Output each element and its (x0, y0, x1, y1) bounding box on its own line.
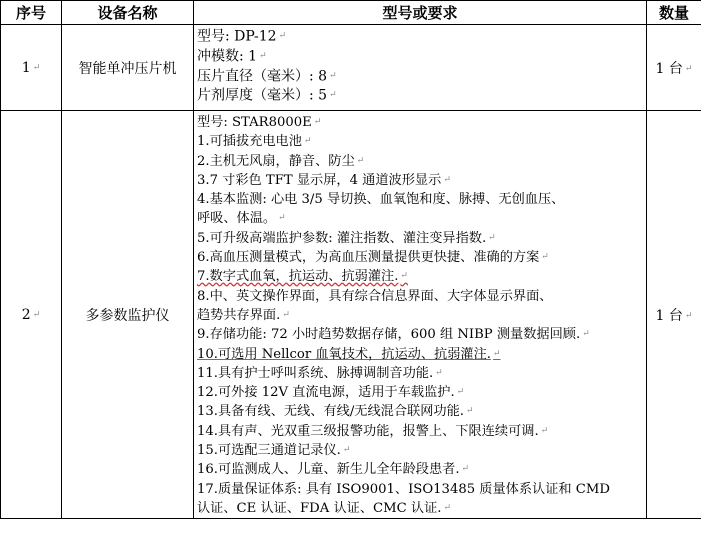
spec-line: 9.存储功能: 72 小时趋势数据存储，600 组 NIBP 测量数据回顾. ↵ (197, 327, 590, 343)
paragraph-mark-icon: ↵ (443, 174, 451, 185)
spec-line: 型号: DP-12 ↵ (197, 28, 287, 45)
paragraph-mark-icon: ↵ (278, 31, 287, 41)
paragraph-mark-icon: ↵ (400, 271, 408, 282)
header-row (1, 1, 701, 25)
paragraph-mark-icon: ↵ (461, 464, 470, 475)
spec-line: 12.可外接 12V 直流电源，适用于车载监护. ↵ (197, 385, 465, 401)
paragraph-mark-icon: ↵ (456, 387, 465, 398)
row-index: 2 (21, 306, 31, 323)
paragraph-mark-icon: ↵ (488, 232, 496, 243)
row-qty-cell (647, 111, 701, 519)
spec-line: 1.可插拔充电电池 ↵ (197, 134, 312, 150)
table-row (1, 25, 701, 111)
spec-line: 片剂厚度（毫米）: 5 ↵ (197, 88, 337, 105)
header-qty: 数量 (647, 1, 701, 25)
spec-line: 16.可监测成人、儿童、新生儿全年龄段患者. ↵ (197, 462, 470, 478)
spec-line: 10.可选用 Nellcor 血氧技术，抗运动、抗弱灌注. ↵ (197, 346, 501, 362)
paragraph-mark-icon: ↵ (443, 502, 452, 513)
row-qty-cell (647, 25, 701, 111)
paragraph-mark-icon: ↵ (540, 425, 549, 436)
header-name: 设备名称 (62, 1, 194, 25)
row-name-cell (62, 111, 194, 519)
paragraph-mark-icon: ↵ (465, 406, 474, 417)
header-spec: 型号或要求 (194, 1, 647, 25)
paragraph-mark-icon: ↵ (684, 63, 693, 74)
paragraph-mark-icon: ↵ (282, 309, 290, 320)
spec-line: 5.可升级高端监护参数: 灌注指数、灌注变异指数. ↵ (197, 230, 496, 246)
paragraph-mark-icon: ↵ (329, 70, 337, 81)
paragraph-mark-icon: ↵ (32, 309, 41, 320)
row-index-cell (1, 111, 62, 519)
paragraph-mark-icon: ↵ (259, 50, 267, 61)
spec-line: 型号: STAR8000E ↵ (197, 115, 322, 131)
row-name-cell (62, 25, 194, 111)
paragraph-mark-icon: ↵ (684, 310, 693, 321)
paragraph-mark-icon: ↵ (356, 155, 365, 166)
row-qty: 1 台 (655, 307, 683, 324)
row-index-cell (1, 25, 62, 111)
paragraph-mark-icon: ↵ (582, 329, 590, 340)
paragraph-mark-icon: ↵ (278, 213, 286, 224)
paragraph-mark-icon: ↵ (541, 252, 549, 263)
spec-line: 17.质量保证体系: 具有 ISO9001、ISO13485 质量体系认证和 CMD (197, 481, 610, 497)
spec-line: 14.具有声、光双重三级报警功能，报警上、下限连续可调. ↵ (197, 423, 549, 439)
row-name: 智能单冲压片机 (78, 60, 177, 77)
row-index: 1 (21, 59, 31, 76)
spec-line: 呼吸、体温。 ↵ (197, 211, 286, 227)
spec-line: 趋势共存界面. ↵ (197, 308, 290, 324)
row-spec-cell (194, 25, 647, 111)
header-index: 序号 (1, 1, 62, 25)
spec-line: 2.主机无风扇，静音、防尘 ↵ (197, 153, 365, 169)
spec-line: 11.具有护士呼叫系统、脉搏调制音功能. ↵ (197, 365, 443, 381)
spec-line: 4.基本监测: 心电 3/5 导切换、血氧饱和度、脉搏、无创血压、 (197, 192, 565, 208)
spec-line: 压片直径（毫米）: 8 ↵ (197, 68, 337, 85)
spec-line: 7.数字式血氧，抗运动、抗弱灌注. ↵ (197, 269, 408, 285)
paragraph-mark-icon: ↵ (313, 117, 322, 127)
paragraph-mark-icon: ↵ (32, 62, 41, 73)
spec-line: 冲模数: 1 ↵ (197, 48, 267, 65)
row-qty: 1 台 (655, 60, 683, 77)
spec-line: 认证、CE 认证、FDA 认证、CMC 认证. ↵ (197, 501, 452, 517)
spec-line: 8.中、英文操作界面，具有综合信息界面、大字体显示界面、 (197, 288, 553, 304)
table-row (1, 111, 701, 519)
row-spec-cell (194, 111, 647, 519)
paragraph-mark-icon: ↵ (329, 90, 337, 101)
spec-line: 3.7 寸彩色 TFT 显示屏，4 通道波形显示 ↵ (197, 173, 451, 189)
paragraph-mark-icon: ↵ (492, 348, 501, 359)
spec-line: 15.可选配三通道记录仪. ↵ (197, 443, 351, 459)
paragraph-mark-icon: ↵ (342, 445, 351, 456)
paragraph-mark-icon: ↵ (303, 136, 312, 147)
spec-line: 13.具备有线、无线、有线/无线混合联网功能. ↵ (197, 404, 474, 420)
spec-line: 6.高血压测量模式，为高血压测量提供更快捷、准确的方案 ↵ (197, 250, 549, 266)
row-name: 多参数监护仪 (85, 307, 170, 324)
paragraph-mark-icon: ↵ (435, 367, 443, 378)
